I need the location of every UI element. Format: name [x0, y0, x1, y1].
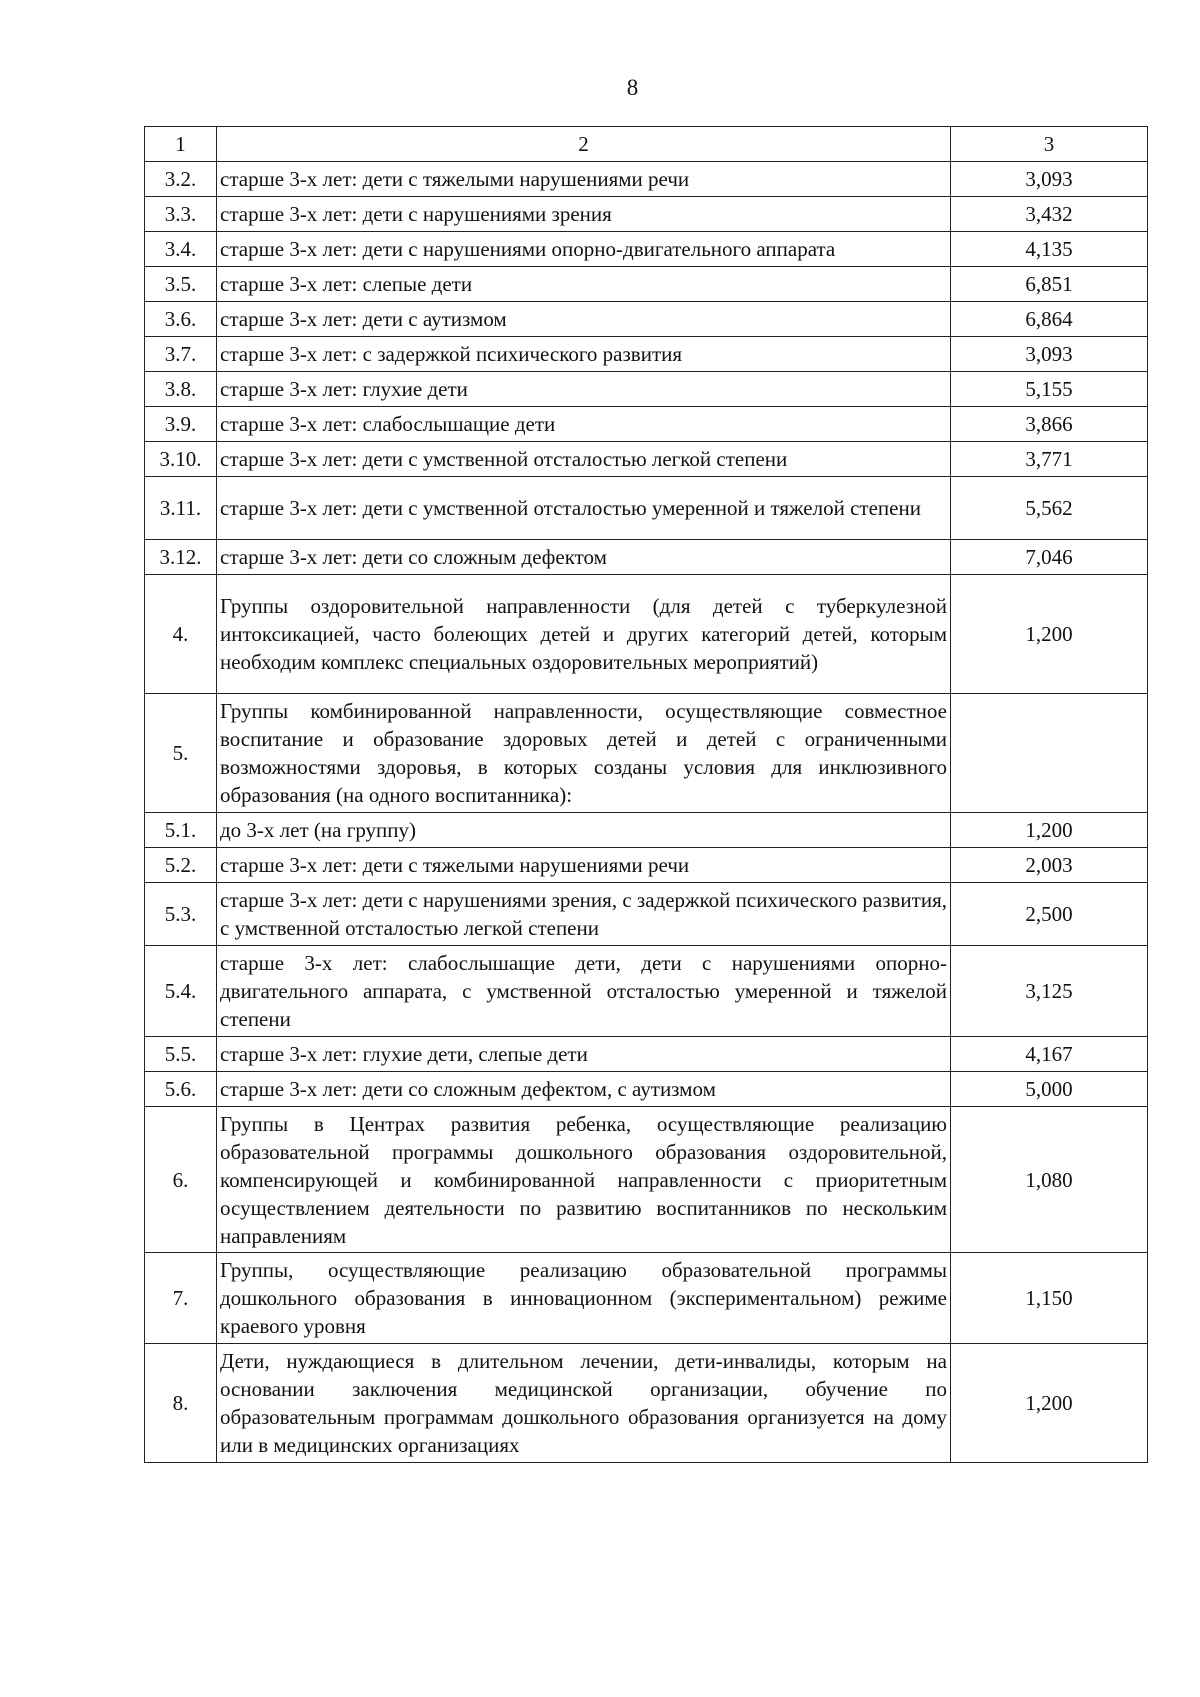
- table-row: [145, 1253, 1148, 1344]
- row-number: 4.: [145, 575, 217, 694]
- row-number: 5.2.: [145, 848, 217, 883]
- row-description: Дети, нуждающиеся в длительном лечении, дети-инвалиды, которым на основании заключения медицинской организации, обучение по образовательным программам дошкольного образования организуется на дому или в медицинских организациях: [217, 1344, 951, 1463]
- table-row: [145, 946, 1148, 1037]
- row-number: 3.9.: [145, 407, 217, 442]
- row-number: 5.6.: [145, 1072, 217, 1107]
- table-row: [145, 337, 1148, 372]
- row-description: старше 3-х лет: дети с аутизмом: [217, 302, 951, 337]
- row-number: 3.3.: [145, 197, 217, 232]
- row-coefficient: 3,771: [951, 442, 1148, 477]
- row-coefficient: 3,125: [951, 946, 1148, 1037]
- row-number: 3.11.: [145, 477, 217, 540]
- table-row: [145, 1107, 1148, 1253]
- row-coefficient: 1,150: [951, 1253, 1148, 1344]
- row-number: 7.: [145, 1253, 217, 1344]
- row-number: 3.2.: [145, 162, 217, 197]
- row-number: 5.1.: [145, 813, 217, 848]
- row-description: старше 3-х лет: дети с нарушениями зрения, с задержкой психического развития, с умственной отсталостью легкой степени: [217, 883, 951, 946]
- row-coefficient: 3,093: [951, 337, 1148, 372]
- row-coefficient: 7,046: [951, 540, 1148, 575]
- row-description: старше 3-х лет: дети с тяжелыми нарушениями речи: [217, 848, 951, 883]
- row-number: 5.3.: [145, 883, 217, 946]
- table-row: [145, 162, 1148, 197]
- table-header-row: [145, 127, 1148, 162]
- table-row: [145, 232, 1148, 267]
- row-number: 3.8.: [145, 372, 217, 407]
- row-coefficient: 6,851: [951, 267, 1148, 302]
- table-row: [145, 813, 1148, 848]
- row-number: 3.12.: [145, 540, 217, 575]
- row-description: Группы комбинированной направленности, осуществляющие совместное воспитание и образование здоровых детей и детей с ограниченными возможностями здоровья, в которых созданы условия для инклюзивного образования (на одного воспитанника):: [217, 694, 951, 813]
- row-coefficient: 4,135: [951, 232, 1148, 267]
- table-row: [145, 442, 1148, 477]
- table-row: [145, 197, 1148, 232]
- row-description: старше 3-х лет: с задержкой психического развития: [217, 337, 951, 372]
- row-number: 3.7.: [145, 337, 217, 372]
- table-row: [145, 1344, 1148, 1463]
- table-row: [145, 694, 1148, 813]
- row-number: 3.10.: [145, 442, 217, 477]
- row-description: Группы в Центрах развития ребенка, осуществляющие реализацию образовательной программы дошкольного образования оздоровительной, компенсирующей и комбинированной направленности с приоритетным осуществлением деятельности по развитию воспитанников по нескольким направлениям: [217, 1107, 951, 1253]
- table-row: [145, 883, 1148, 946]
- table-row: [145, 267, 1148, 302]
- row-description: старше 3-х лет: слабослышащие дети: [217, 407, 951, 442]
- row-number: 5.5.: [145, 1037, 217, 1072]
- table-row: [145, 1072, 1148, 1107]
- row-coefficient: [951, 694, 1148, 813]
- row-coefficient: 3,866: [951, 407, 1148, 442]
- row-description: старше 3-х лет: глухие дети, слепые дети: [217, 1037, 951, 1072]
- row-description: старше 3-х лет: слепые дети: [217, 267, 951, 302]
- row-description: до 3-х лет (на группу): [217, 813, 951, 848]
- row-coefficient: 2,003: [951, 848, 1148, 883]
- coefficients-table: [144, 126, 1148, 1463]
- row-coefficient: 6,864: [951, 302, 1148, 337]
- row-coefficient: 3,432: [951, 197, 1148, 232]
- table-row: [145, 407, 1148, 442]
- row-number: 6.: [145, 1107, 217, 1253]
- row-description: Группы оздоровительной направленности (для детей с туберкулезной интоксикацией, часто болеющих детей и других категорий детей, которым необходим комплекс специальных оздоровительных мероприятий): [217, 575, 951, 694]
- page-number: 8: [626, 75, 639, 100]
- column-header-1: 1: [145, 127, 217, 162]
- table-row: [145, 848, 1148, 883]
- row-number: 8.: [145, 1344, 217, 1463]
- table-row: [145, 540, 1148, 575]
- row-number: 5.4.: [145, 946, 217, 1037]
- row-coefficient: 5,000: [951, 1072, 1148, 1107]
- row-coefficient: 4,167: [951, 1037, 1148, 1072]
- row-description: старше 3-х лет: дети с тяжелыми нарушениями речи: [217, 162, 951, 197]
- row-coefficient: 3,093: [951, 162, 1148, 197]
- row-coefficient: 2,500: [951, 883, 1148, 946]
- row-coefficient: 5,562: [951, 477, 1148, 540]
- column-header-2: 2: [217, 127, 951, 162]
- row-number: 3.5.: [145, 267, 217, 302]
- table-row: [145, 372, 1148, 407]
- table-row: [145, 575, 1148, 694]
- row-coefficient: 1,200: [951, 575, 1148, 694]
- row-coefficient: 1,200: [951, 1344, 1148, 1463]
- row-description: старше 3-х лет: дети со сложным дефектом, с аутизмом: [217, 1072, 951, 1107]
- column-header-3: 3: [951, 127, 1148, 162]
- table-row: [145, 477, 1148, 540]
- row-description: старше 3-х лет: дети с нарушениями зрения: [217, 197, 951, 232]
- row-coefficient: 1,080: [951, 1107, 1148, 1253]
- table-row: [145, 1037, 1148, 1072]
- row-coefficient: 5,155: [951, 372, 1148, 407]
- row-description: Группы, осуществляющие реализацию образовательной программы дошкольного образования в инновационном (экспериментальном) режиме краевого уровня: [217, 1253, 951, 1344]
- row-description: старше 3-х лет: дети со сложным дефектом: [217, 540, 951, 575]
- row-description: старше 3-х лет: слабослышащие дети, дети с нарушениями опорно-двигательного аппарата, с умственной отсталостью умеренной и тяжелой степени: [217, 946, 951, 1037]
- row-number: 3.4.: [145, 232, 217, 267]
- row-description: старше 3-х лет: дети с нарушениями опорно-двигательного аппарата: [217, 232, 951, 267]
- table-row: [145, 302, 1148, 337]
- row-description: старше 3-х лет: глухие дети: [217, 372, 951, 407]
- row-number: 3.6.: [145, 302, 217, 337]
- row-description: старше 3-х лет: дети с умственной отсталостью умеренной и тяжелой степени: [217, 477, 951, 540]
- row-coefficient: 1,200: [951, 813, 1148, 848]
- row-number: 5.: [145, 694, 217, 813]
- row-description: старше 3-х лет: дети с умственной отсталостью легкой степени: [217, 442, 951, 477]
